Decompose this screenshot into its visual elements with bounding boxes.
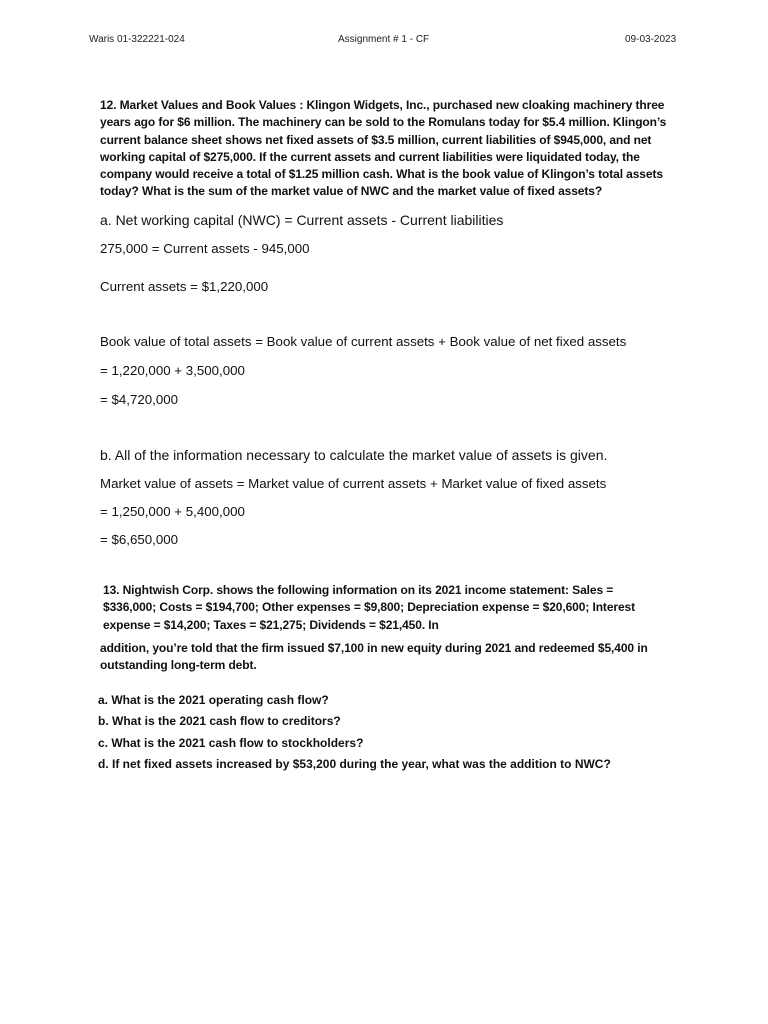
answer-b-line: = $6,650,000 — [100, 532, 179, 547]
answer-b-heading: b. All of the information necessary to calculate the market value of assets is given. — [100, 447, 608, 463]
question-13-line: outstanding long-term debt. — [100, 658, 257, 673]
question-12-line: company would receive a total of $1.25 million cash. What is the book value of Klingon’s total assets — [100, 167, 663, 182]
sub-question-a: a. What is the 2021 operating cash flow? — [98, 693, 329, 707]
question-12-line: current balance sheet shows net fixed assets of $3.5 million, current liabilities of $945,000, and net — [100, 132, 652, 147]
header-author: Waris 01-322221-024 — [89, 34, 185, 45]
answer-a-line: = $4,720,000 — [100, 392, 179, 407]
answer-b-line: Market value of assets = Market value of current assets + Market value of fixed assets — [100, 476, 607, 491]
sub-question-b: b. What is the 2021 cash flow to creditors? — [98, 714, 341, 728]
question-12 — [100, 97, 666, 201]
question-13-line: expense = $14,200; Taxes = $21,275; Dividends = $21,450. In — [103, 617, 439, 632]
question-12-line: today? What is the sum of the market value of NWC and the market value of fixed assets? — [100, 184, 603, 199]
question-13-line: $336,000; Costs = $194,700; Other expenses = $9,800; Depreciation expense = $20,600; Interest — [103, 600, 636, 615]
question-13-line: 13. Nightwish Corp. shows the following information on its 2021 income statement: Sales = — [103, 583, 614, 597]
question-13-continuation — [100, 640, 648, 675]
question-13-line: addition, you’re told that the firm issued $7,100 in new equity during 2021 and redeemed $5,400 in — [100, 641, 648, 655]
answer-a-line: 275,000 = Current assets - 945,000 — [100, 241, 310, 256]
header-date: 09-03-2023 — [625, 34, 677, 45]
question-12-line: years ago for $6 million. The machinery can be sold to the Romulans today for $5.4 million. Klingon’s — [100, 115, 667, 130]
answer-a-line: = 1,220,000 + 3,500,000 — [100, 363, 245, 378]
sub-question-c: c. What is the 2021 cash flow to stockholders? — [98, 736, 364, 750]
header-title: Assignment # 1 - CF — [338, 34, 430, 45]
answer-a-line: Current assets = $1,220,000 — [100, 279, 269, 294]
question-13 — [103, 582, 635, 634]
answer-a-heading: a. Net working capital (NWC) = Current assets - Current liabilities — [100, 212, 504, 228]
question-12-line: working capital of $275,000. If the current assets and current liabilities were liquidated today, the — [100, 149, 640, 164]
question-12-line: 12. Market Values and Book Values : Klingon Widgets, Inc., purchased new cloaking machinery three — [100, 98, 665, 112]
answer-a-line: Book value of total assets = Book value of current assets + Book value of net fixed assets — [100, 334, 627, 349]
sub-question-d: d. If net fixed assets increased by $53,200 during the year, what was the addition to NWC? — [98, 757, 611, 771]
answer-b-line: = 1,250,000 + 5,400,000 — [100, 504, 245, 519]
